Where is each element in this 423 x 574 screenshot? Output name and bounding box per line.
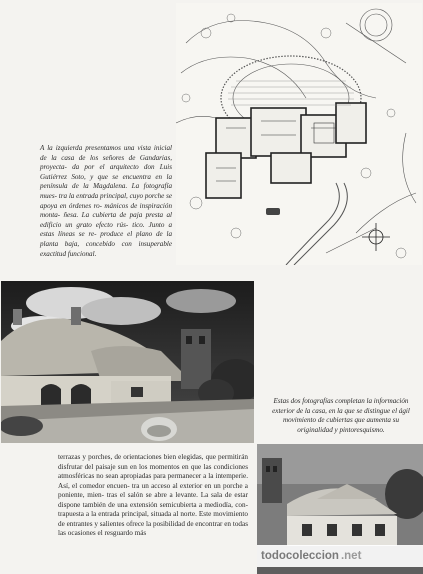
caption-top: A la izquierda presentamos una vista inicial de la casa de los señores de Gandarias, proyecta- da por el arquitecto don Luis Gutiérrez Soto, y que se encuentra en la península de la Magdalena. La fotografía mues- tra la entrada principal, cuyo porche se apoya en órdenes ro- mánicos de inspiración monta- ñesa. La cubierta de paja presta al edificio un grato efecto rús- tico. Junto a estas líneas se re- produce el plano de la planta baja, concebido con insuperable exactitud funcional. (40, 144, 172, 258)
site-plan-drawing (176, 3, 422, 265)
watermark-text: todocoleccion (261, 550, 339, 562)
house-entrance-photo (1, 281, 254, 443)
site-plan-svg (176, 3, 422, 265)
body-text: terrazas y porches, de orientaciones bien elegidas, que permitirán disfrutar del paisaje sun en los momentos en que las condiciones atmosféricas no sean apropiadas para permanecer a la intemperie. Así, el comedor encuen- tra un acceso al exterior en un porche a poniente, mien- tras el salón se abre a levante. La sala de estar dispone también de una extensión semicubierta a mediodía, con- trapuesta a la entrada principal, situada al norte. Este movimiento de entrantes y salientes ofrece la posibilidad de encontrar en todas las ocasiones el resguardo más (58, 453, 248, 537)
watermark (257, 545, 423, 567)
north-arrow-icon (362, 223, 390, 251)
watermark-suffix: .net (340, 550, 362, 562)
caption-right: Estas dos fotografías completan la información exterior de la casa, en la que se distingue el ágil movimiento de cubiertas que aumenta su originalidad y pintoresquismo. (272, 397, 410, 434)
house-entrance-svg (1, 281, 254, 443)
